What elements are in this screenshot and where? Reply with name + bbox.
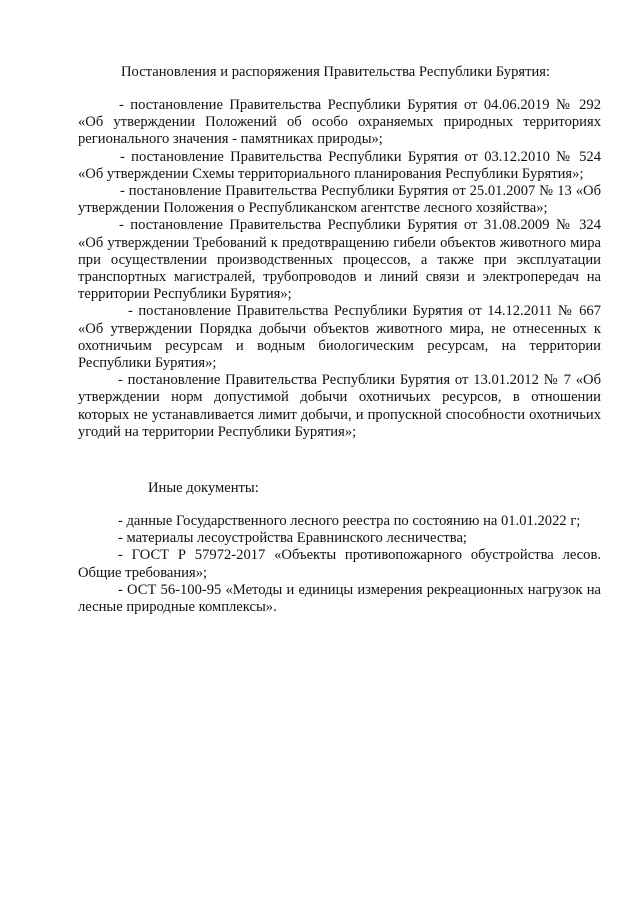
section-heading-resolutions: Постановления и распоряжения Правительства Республики Бурятия: — [121, 64, 551, 80]
list-item: - постановление Правительства Республики Бурятия от 13.01.2012 № 7 «Об утверждении норм допустимой добычи охотничьих ресурсов, в отношении которых не устанавливается лимит добычи, и пропускной способности охотничьих угодий на территории Республики Бурятия»; — [78, 372, 601, 440]
list-item: - постановление Правительства Республики Бурятия от 14.12.2011 № 667 «Об утверждении Порядка добычи объектов животного мира, не отнесенных к охотничьим ресурсам и водным биологическим ресурсам, на территории Республики Бурятия»; — [78, 303, 601, 372]
list-item: - ОСТ 56-100-95 «Методы и единицы измерения рекреационных нагрузок на лесные природные комплексы». — [78, 581, 601, 616]
other-documents-list — [78, 513, 601, 616]
list-item: - постановление Правительства Республики Бурятия от 04.06.2019 № 292 «Об утверждении Положений об особо охраняемых природных территориях регионального значения - памятниках природы»; — [78, 97, 601, 148]
list-item: - постановление Правительства Республики Бурятия от 03.12.2010 № 524 «Об утверждении Схемы территориального планирования Республики Бурятия»; — [78, 148, 601, 182]
resolutions-list — [78, 97, 601, 441]
list-item: - материалы лесоустройства Еравнинского лесничества; — [118, 530, 467, 547]
list-item: - постановление Правительства Республики Бурятия от 25.01.2007 № 13 «Об утверждении Положения о Республиканском агентстве лесного хозяйства»; — [78, 183, 601, 217]
list-item: - постановление Правительства Республики Бурятия от 31.08.2009 № 324 «Об утверждении Требований к предотвращению гибели объектов животного мира при осуществлении производственных процессов, а также при эксплуатации транспортных магистралей, трубопроводов и линий связи и электропередач на территории Республики Бурятия»; — [78, 217, 601, 303]
section-heading-other-documents: Иные документы: — [148, 480, 259, 496]
list-item: - ГОСТ Р 57972-2017 «Объекты противопожарного обустройства лесов. Общие требования»; — [78, 547, 601, 581]
list-item: - данные Государственного лесного реестра по состоянию на 01.01.2022 г; — [118, 513, 581, 529]
